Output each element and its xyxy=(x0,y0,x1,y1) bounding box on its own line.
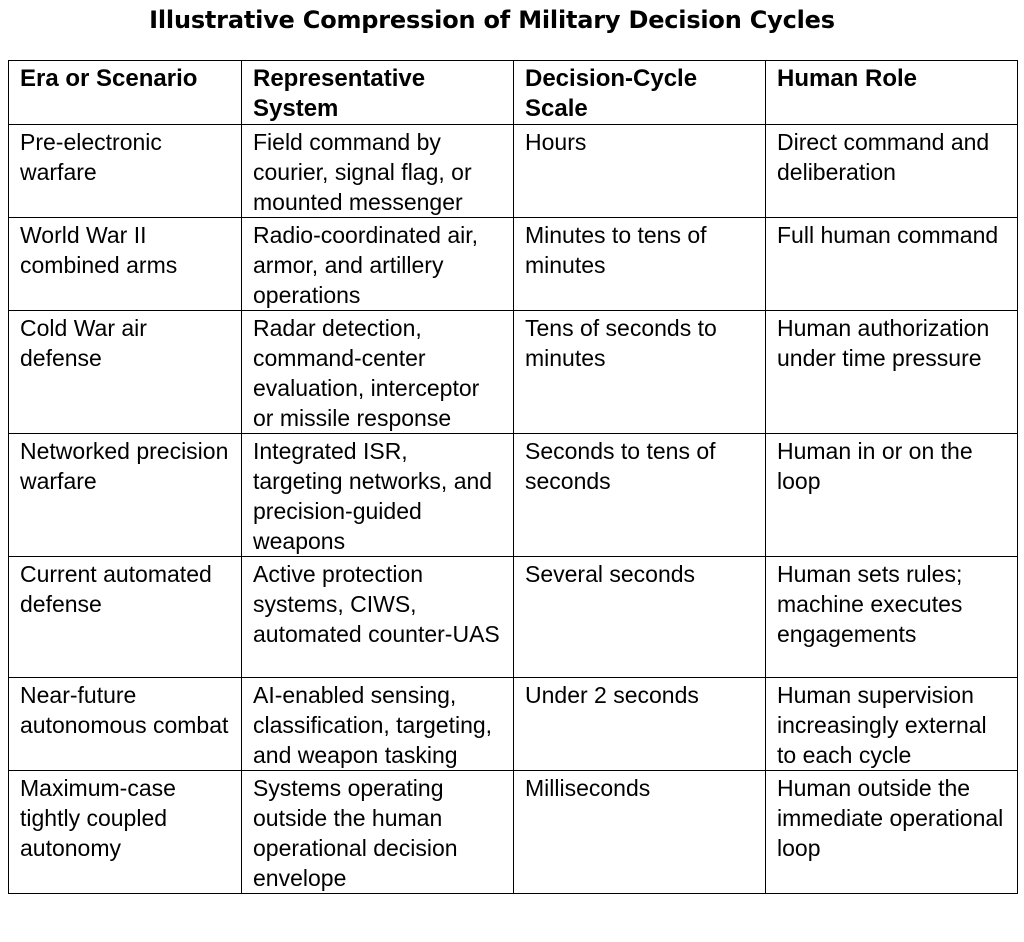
cell-cycle-scale: Minutes to tens of minutes xyxy=(514,218,766,311)
cell-system: AI-enabled sensing, classification, targeting, and weapon tasking xyxy=(242,678,514,771)
cell-system: Systems operating outside the human operational decision envelope xyxy=(242,771,514,894)
cell-system: Field command by courier, signal flag, or mounted messenger xyxy=(242,125,514,218)
cell-system: Integrated ISR, targeting networks, and precision-guided weapons xyxy=(242,434,514,557)
cell-human-role: Human supervision increasingly external to each cycle xyxy=(766,678,1018,771)
cell-era: Near-future autonomous combat xyxy=(9,678,242,771)
header-era-or-scenario: Era or Scenario xyxy=(9,61,242,125)
table-row xyxy=(9,557,1018,678)
header-human-role: Human Role xyxy=(766,61,1018,125)
cell-era: Pre-electronic warfare xyxy=(9,125,242,218)
cell-era: Current automated defense xyxy=(9,557,242,678)
table-row xyxy=(9,678,1018,771)
cell-cycle-scale: Under 2 seconds xyxy=(514,678,766,771)
decision-cycles-table xyxy=(8,60,1018,894)
cell-cycle-scale: Seconds to tens of seconds xyxy=(514,434,766,557)
cell-human-role: Human sets rules; machine executes engagements xyxy=(766,557,1018,678)
cell-human-role: Human authorization under time pressure xyxy=(766,311,1018,434)
table-row xyxy=(9,311,1018,434)
table-row xyxy=(9,218,1018,311)
header-decision-cycle-scale: Decision-Cycle Scale xyxy=(514,61,766,125)
cell-era: Networked precision warfare xyxy=(9,434,242,557)
table-row xyxy=(9,125,1018,218)
cell-human-role: Direct command and deliberation xyxy=(766,125,1018,218)
cell-human-role: Human outside the immediate operational loop xyxy=(766,771,1018,894)
cell-cycle-scale: Tens of seconds to minutes xyxy=(514,311,766,434)
document-title: Illustrative Compression of Military Decision Cycles xyxy=(149,6,835,34)
cell-system: Active protection systems, CIWS, automated counter-UAS xyxy=(242,557,514,678)
cell-cycle-scale: Hours xyxy=(514,125,766,218)
table-header-row xyxy=(9,61,1018,125)
cell-era: Cold War air defense xyxy=(9,311,242,434)
header-representative-system: Representative System xyxy=(242,61,514,125)
cell-cycle-scale: Several seconds xyxy=(514,557,766,678)
cell-era: Maximum-case tightly coupled autonomy xyxy=(9,771,242,894)
cell-human-role: Human in or on the loop xyxy=(766,434,1018,557)
table-row xyxy=(9,771,1018,894)
cell-system: Radio-coordinated air, armor, and artillery operations xyxy=(242,218,514,311)
cell-system: Radar detection, command-center evaluation, interceptor or missile response xyxy=(242,311,514,434)
cell-era: World War II combined arms xyxy=(9,218,242,311)
cell-human-role: Full human command xyxy=(766,218,1018,311)
table-row xyxy=(9,434,1018,557)
cell-cycle-scale: Milliseconds xyxy=(514,771,766,894)
